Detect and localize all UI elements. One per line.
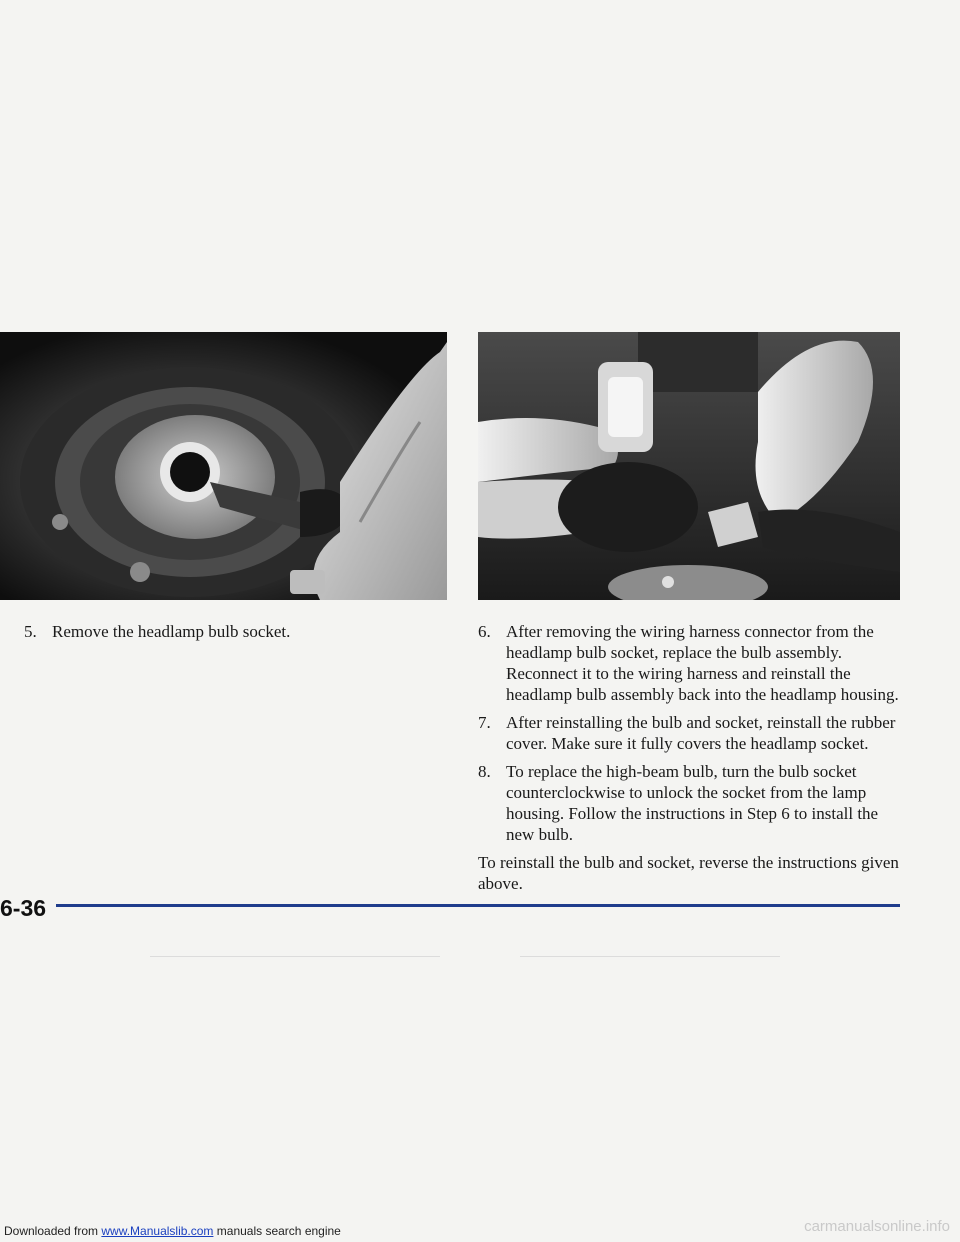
- step-7: [478, 712, 904, 754]
- closing-paragraph: To reinstall the bulb and socket, reverse the instructions given above.: [478, 853, 899, 893]
- step-text: Remove the headlamp bulb socket.: [52, 622, 291, 641]
- step-8: [478, 761, 904, 845]
- manualslib-link[interactable]: www.Manualslib.com: [101, 1224, 214, 1238]
- step-text: After reinstalling the bulb and socket, reinstall the rubber cover. Make sure it fully covers the headlamp socket.: [506, 713, 896, 753]
- step-number: 6.: [478, 622, 491, 641]
- step-6: [478, 621, 904, 705]
- headlamp-socket-photo: [0, 332, 447, 600]
- download-prefix: Downloaded from: [4, 1224, 102, 1238]
- download-note: [4, 1224, 341, 1238]
- bulb-assembly-photo: [478, 332, 900, 600]
- faint-divider: [150, 956, 440, 957]
- download-suffix: manuals search engine: [213, 1224, 341, 1238]
- step-text: To replace the high-beam bulb, turn the bulb socket counterclockwise to unlock the socket from the lamp housing. Follow the instructions in Step 6 to install the new bulb.: [506, 762, 879, 844]
- step-text: After removing the wiring harness connector from the headlamp bulb socket, replace the bulb assembly. Reconnect it to the wiring harness and reinstall the headlamp bulb assembly back into the headlamp housing.: [506, 622, 899, 704]
- step-number: 5.: [24, 622, 37, 641]
- page-number: 6-36: [0, 895, 47, 921]
- watermark: carmanualsonline.info: [804, 1218, 950, 1235]
- step-number: 8.: [478, 762, 491, 781]
- step-5: [24, 621, 444, 642]
- right-column: [478, 621, 904, 894]
- footer-rule: [56, 904, 900, 907]
- left-column: [24, 621, 444, 649]
- step-number: 7.: [478, 713, 491, 732]
- faint-divider: [520, 956, 780, 957]
